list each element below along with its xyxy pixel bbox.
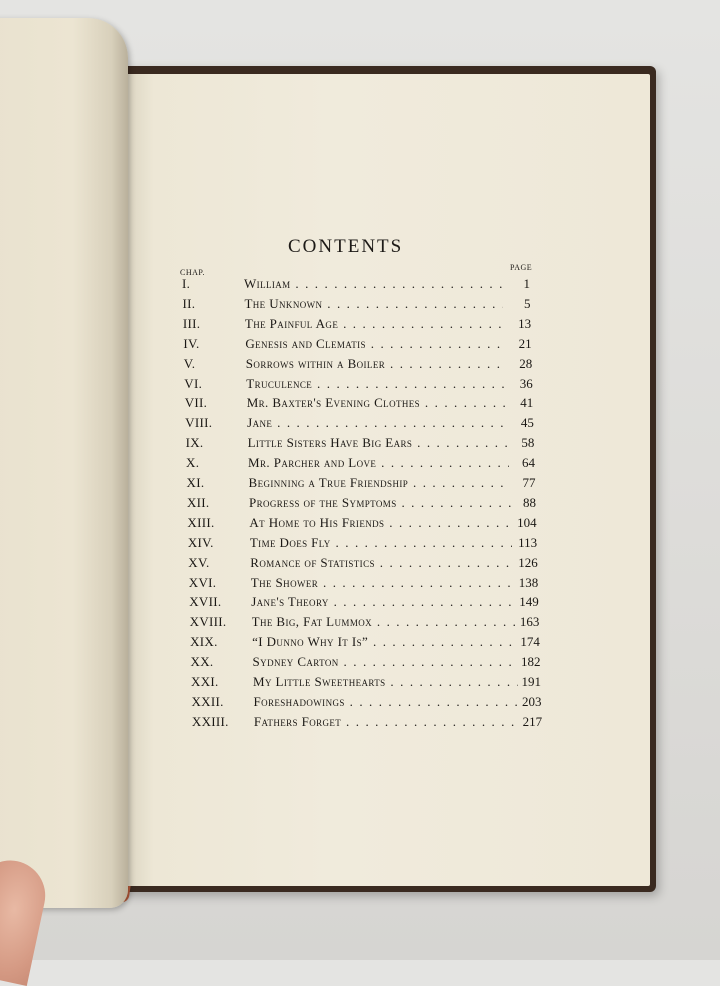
chapter-number: XII.	[186, 494, 210, 510]
toc-row	[188, 535, 537, 551]
toc-row	[184, 376, 533, 392]
chapter-title: The Big, Fat Lummox . . .	[252, 614, 516, 630]
chapter-title: Jane . . .	[247, 415, 507, 431]
page-column-label: PAGE	[510, 263, 533, 272]
chapter-title: Foreshadowings . . .	[253, 694, 518, 710]
chapter-page-number: 88	[523, 494, 537, 510]
chapter-title: Little Sisters Have Big Ears . . .	[248, 435, 509, 451]
chapter-number: XI.	[186, 475, 205, 490]
chapter-page-number: 13	[518, 315, 532, 331]
toc-row	[188, 555, 537, 571]
chapter-number: XIII.	[187, 514, 215, 530]
chapter-title: Mr. Parcher and Love . . .	[248, 455, 509, 471]
chapter-title: Progress of the Symptoms . . .	[249, 495, 511, 511]
chapter-title: William . . .	[244, 276, 502, 292]
chapter-title: The Shower . . .	[251, 575, 514, 591]
chapter-page-number: 104	[517, 514, 537, 530]
toc-row	[184, 356, 532, 372]
chapter-number: XX.	[190, 654, 214, 670]
chapter-number: IV.	[183, 335, 200, 351]
chapter-number: XVIII.	[189, 614, 227, 630]
chapter-page-number: 21	[518, 335, 532, 351]
chapter-number: I.	[182, 276, 191, 291]
chapter-page-number: 191	[521, 674, 541, 689]
chapter-number: XIX.	[190, 634, 218, 650]
chapter-number: III.	[182, 315, 201, 331]
chapter-title: My Little Sweethearts . . .	[253, 674, 518, 690]
chapter-page-number: 77	[522, 475, 536, 490]
chapter-page-number: 64	[521, 455, 535, 471]
chapter-title: Jane's Theory . . .	[251, 594, 515, 610]
chapter-page-number: 126	[518, 554, 538, 570]
chapter-title: Beginning a True Friendship . . .	[249, 475, 511, 491]
toc-row	[191, 674, 541, 690]
chapter-title: Truculence . . .	[246, 376, 506, 392]
chapter-number: VII.	[184, 395, 208, 411]
chapter-title: Sorrows within a Boiler . . .	[246, 356, 505, 372]
toc-row	[190, 614, 540, 630]
chapter-page-number: 113	[518, 534, 538, 550]
toc-row	[190, 634, 540, 650]
chapter-page-number: 28	[519, 355, 533, 371]
chapter-number: VI.	[184, 375, 203, 391]
chapter-number: XXI.	[191, 674, 219, 689]
chapter-page-number: 36	[519, 375, 533, 391]
contents-heading: CONTENTS	[288, 236, 404, 257]
toc-row	[189, 575, 539, 591]
chapter-page-number: 41	[520, 395, 534, 411]
toc-row	[182, 296, 530, 312]
chapter-number: XVI.	[188, 574, 217, 590]
chapter-page-number: 138	[518, 574, 539, 590]
chapter-number: V.	[183, 355, 196, 371]
chapter-number: XIV.	[187, 534, 214, 550]
toc-row	[189, 594, 539, 610]
toc-row	[187, 515, 536, 531]
chapter-page-number: 174	[520, 634, 540, 650]
left-page	[0, 18, 128, 908]
chapter-title: Fathers Forget . . .	[254, 714, 520, 730]
chapter-number: X.	[186, 455, 200, 471]
chapter-page-number: 45	[520, 415, 534, 431]
toc-row	[191, 654, 541, 670]
chapter-number: II.	[182, 295, 196, 311]
chapter-title: At Home to His Friends . . .	[249, 515, 511, 531]
chapter-title: The Unknown . . .	[244, 296, 502, 312]
chapter-page-number: 5	[524, 295, 531, 311]
chapter-title: Romance of Statistics . . .	[250, 555, 513, 571]
chapter-page-number: 1	[523, 276, 530, 291]
chapter-page-number: 182	[520, 654, 541, 670]
toc-row	[186, 455, 535, 471]
chapter-title: Sydney Carton . . .	[253, 654, 518, 670]
chapter-page-number: 58	[521, 435, 535, 451]
toc-row	[182, 276, 530, 292]
toc-row	[187, 475, 536, 491]
chapter-number: XXIII.	[191, 713, 229, 729]
chapter-title: “I Dunno Why It Is” . . .	[252, 634, 516, 650]
chapter-page-number: 203	[522, 693, 542, 709]
chapter-page-number: 149	[519, 594, 539, 610]
chapter-number: XVII.	[189, 594, 222, 610]
chapter-number: XV.	[188, 554, 210, 570]
chapter-number: IX.	[185, 435, 204, 451]
toc-row	[183, 316, 531, 332]
toc-row	[186, 435, 535, 451]
toc-row	[192, 714, 542, 730]
toc-row	[187, 495, 536, 511]
chap-column-label: CHAP.	[180, 268, 205, 277]
toc-row	[185, 395, 534, 411]
chapter-title: Mr. Baxter's Evening Clothes . . .	[247, 395, 507, 411]
chapter-page-number: 217	[522, 713, 543, 729]
chapter-title: The Painful Age . . .	[245, 316, 504, 332]
toc-row	[185, 415, 534, 431]
chapter-title: Time Does Fly . . .	[250, 535, 513, 551]
chapter-number: VIII.	[185, 415, 213, 431]
chapter-number: XXII.	[191, 693, 224, 709]
toc-row	[191, 694, 541, 710]
toc-row	[183, 336, 531, 352]
chapter-page-number: 163	[519, 614, 540, 630]
chapter-title: Genesis and Clematis . . .	[245, 336, 504, 352]
